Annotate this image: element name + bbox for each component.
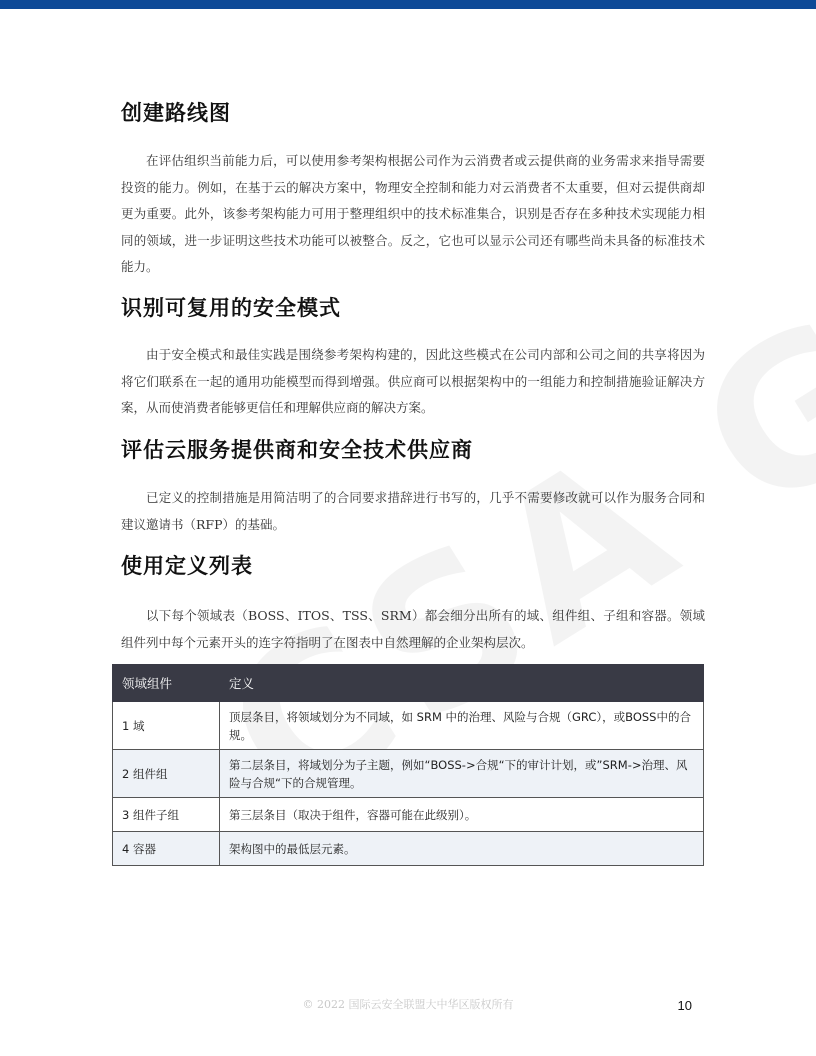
section-paragraph-evaluate-providers: 已定义的控制措施是用简洁明了的合同要求措辞进行书写的，几乎不需要修改就可以作为服务合同和建议邀请书（RFP）的基础。: [121, 490, 705, 532]
section-heading-evaluate-providers: 评估云服务提供商和安全技术供应商: [121, 438, 473, 462]
section-paragraph-security-patterns: 由于安全模式和最佳实践是围绕参考架构构建的，因此这些模式在公司内部和公司之间的共享将因为将它们联系在一起的通用功能模型而得到增强。供应商可以根据架构中的一组能力和控制措施验证解决方案，从而使消费者能够更信任和理解供应商的解决方案。: [121, 347, 705, 415]
table-header-row: [113, 665, 704, 702]
table-cell-definition: 架构图中的最低层元素。: [220, 832, 704, 866]
definition-table: [112, 664, 704, 866]
table-cell-component: 4 容器: [113, 832, 220, 866]
table-row: [113, 832, 704, 866]
table-cell-definition: 第二层条目，将域划分为子主题，例如“BOSS->合规“下的审计计划，或”SRM->治理、风险与合规“下的合规管理。: [220, 750, 704, 798]
page-number: 10: [677, 998, 692, 1013]
table-header-definition: 定义: [220, 665, 704, 702]
table-header-domain-component: 领域组件: [113, 665, 220, 702]
top-accent-bar: [0, 0, 816, 9]
section-heading-definition-list: 使用定义列表: [121, 554, 253, 578]
footer-copyright: © 2022 国际云安全联盟大中华区版权所有: [302, 998, 514, 1011]
table-cell-component: 1 域: [113, 702, 220, 750]
section-heading-security-patterns: 识别可复用的安全模式: [121, 296, 341, 320]
table-row: [113, 702, 704, 750]
table-cell-definition: 顶层条目，将领域划分为不同域，如 SRM 中的治理、风险与合规（GRC），或BOSS中的合规。: [220, 702, 704, 750]
section-paragraph-definition-list: 以下每个领域表（BOSS、ITOS、TSS、SRM）都会细分出所有的域、组件组、子组和容器。领域组件列中每个元素开头的连字符指明了在图表中自然理解的企业架构层次。: [121, 608, 705, 650]
section-heading-roadmap: 创建路线图: [121, 101, 231, 125]
table-cell-component: 3 组件子组: [113, 798, 220, 832]
table-row: [113, 798, 704, 832]
table-row: [113, 750, 704, 798]
table-cell-definition: 第三层条目（取决于组件，容器可能在此级别）。: [220, 798, 704, 832]
section-paragraph-roadmap: 在评估组织当前能力后，可以使用参考架构根据公司作为云消费者或云提供商的业务需求来指导需要投资的能力。例如，在基于云的解决方案中，物理安全控制和能力对云消费者不太重要，但对云提供商却更为重要。此外，该参考架构能力可用于整理组织中的技术标准集合，识别是否存在多种技术实现能力相同的领域，进一步证明这些技术功能可以被整合。反之，它也可以显示公司还有哪些尚未具备的标准技术能力。: [121, 153, 705, 274]
table-cell-component: 2 组件组: [113, 750, 220, 798]
